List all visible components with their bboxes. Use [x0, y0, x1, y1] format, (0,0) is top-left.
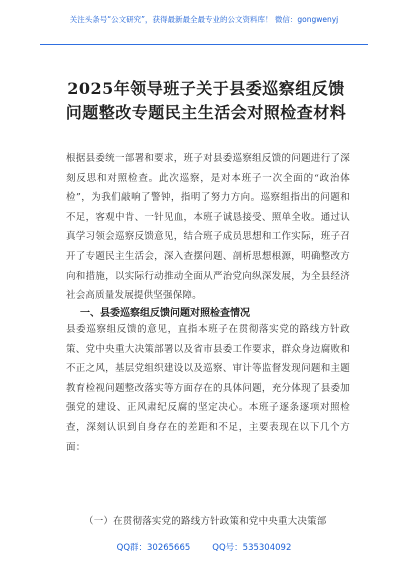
header-note: 关注头条号“公文研究”，获得最新最全最专业的公文资料库！ 微信：gongwenyj	[69, 15, 339, 24]
section-heading: 一、县委巡察组反馈问题对照检查情况	[80, 308, 250, 319]
footer-contact	[0, 541, 408, 553]
intro-paragraph: 根据县委统一部署和要求，班子对县委巡察组反馈的问题进行了深刻反思和对照检查。此次巡察，是对本班子一次全面的“政治体检”，为我们敲响了警钟，指明了努力方向。巡察组指出的问题和不足，客观中肯、一针见血，本班子诚恳接受、照单全收。通过认真学习领会巡察反馈意见，结合班子成员思想和工作实际，班子召开了专题民主生活会，深入查摆问题、剖析思想根源，明确整改方向和措施，以实际行动推动全面从严治党向纵深发展，为全县经济社会高质量发展提供坚强保障。	[66, 153, 350, 302]
header-divider	[40, 44, 368, 45]
footer-qq-group: QQ群：30265665	[116, 543, 191, 553]
document-title-line2: 问题整改专题民主生活会对照检查材料	[65, 103, 347, 122]
sub-item-heading: （一）在贯彻落实党的路线方针政策和党中央重大决策部	[84, 516, 327, 527]
document-title-line1: 2025年领导班子关于县委巡察组反馈	[67, 79, 345, 98]
footer-qq-number: QQ号：535304092	[212, 543, 292, 553]
section-paragraph: 县委巡察组反馈的意见，直指本班子在贯彻落实党的路线方针政策、党中央重大决策部署以及省市县委工作要求，群众身边腐败和不正之风，基层党组织建设以及巡察、审计等监督发现问题和主题教育检视问题整改落实等方面存在的具体问题，充分体现了县委加强党的建设、正风肃纪反腐的坚定决心。本班子逐条逐项对照检查，深刻认识到自身存在的差距和不足，主要表现在以下几个方面：	[66, 324, 350, 453]
